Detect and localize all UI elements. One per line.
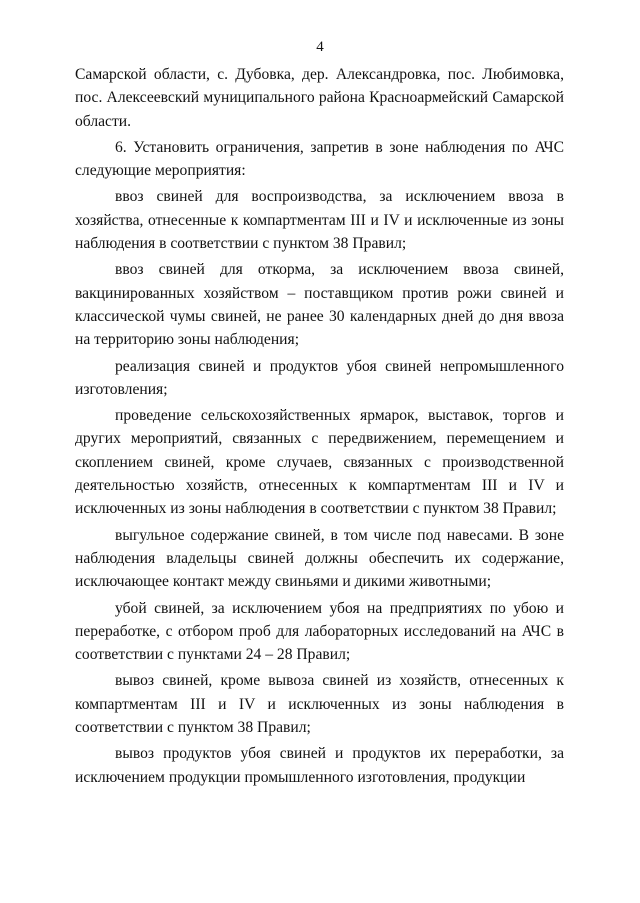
- paragraph-sale: реализация свиней и продуктов убоя свиней непромышленного изготовления;: [75, 357, 564, 398]
- document-body: [75, 63, 564, 792]
- paragraph-breeding-import: ввоз свиней для воспроизводства, за исключением ввоза в хозяйства, отнесенные к компартментам III и IV и исключенные из зоны наблюдения в соответствии с пунктом 38 Правил;: [75, 188, 564, 253]
- paragraph-continuation: Самарской области, с. Дубовка, дер. Александровка, пос. Любимовка, пос. Алексеевский муниципального района Красноармейский Самарской области.: [75, 66, 564, 130]
- paragraph-slaughter: убой свиней, за исключением убоя на предприятиях по убою и переработке, с отбором проб для лабораторных исследований на АЧС в соответствии с пунктами 24 – 28 Правил;: [75, 599, 564, 664]
- page-number: 4: [316, 39, 324, 55]
- paragraph-fattening-import: ввоз свиней для откорма, за исключением ввоза свиней, вакцинированных хозяйством – поставщиком против рожи свиней и классической чумы свиней, не ранее 30 календарных дней до дня ввоза на территорию зоны наблюдения;: [75, 261, 564, 349]
- paragraph-export-pigs: вывоз свиней, кроме вывоза свиней из хозяйств, отнесенных к компартментам III и IV и исключенных из зоны наблюдения в соответствии с пунктом 38 Правил;: [75, 672, 564, 737]
- paragraph-free-range: выгульное содержание свиней, в том числе под навесами. В зоне наблюдения владельцы свиней должны обеспечить их содержание, исключающее контакт между свиньями и дикими животными;: [75, 526, 564, 591]
- paragraph-fairs: проведение сельскохозяйственных ярмарок, выставок, торгов и других мероприятий, связанных с передвижением, перемещением и скоплением свиней, кроме случаев, связанных с производственной деятельностью хозяйств, отнесенных к компартментам III и IV и исключенных из зоны наблюдения в соответствии с пунктом 38 Правил;: [75, 407, 564, 518]
- paragraph-item-6: 6. Установить ограничения, запретив в зоне наблюдения по АЧС следующие мероприятия:: [75, 138, 564, 180]
- paragraph-export-products: вывоз продуктов убоя свиней и продуктов их переработки, за исключением продукции промышленного изготовления, продукции: [75, 745, 564, 786]
